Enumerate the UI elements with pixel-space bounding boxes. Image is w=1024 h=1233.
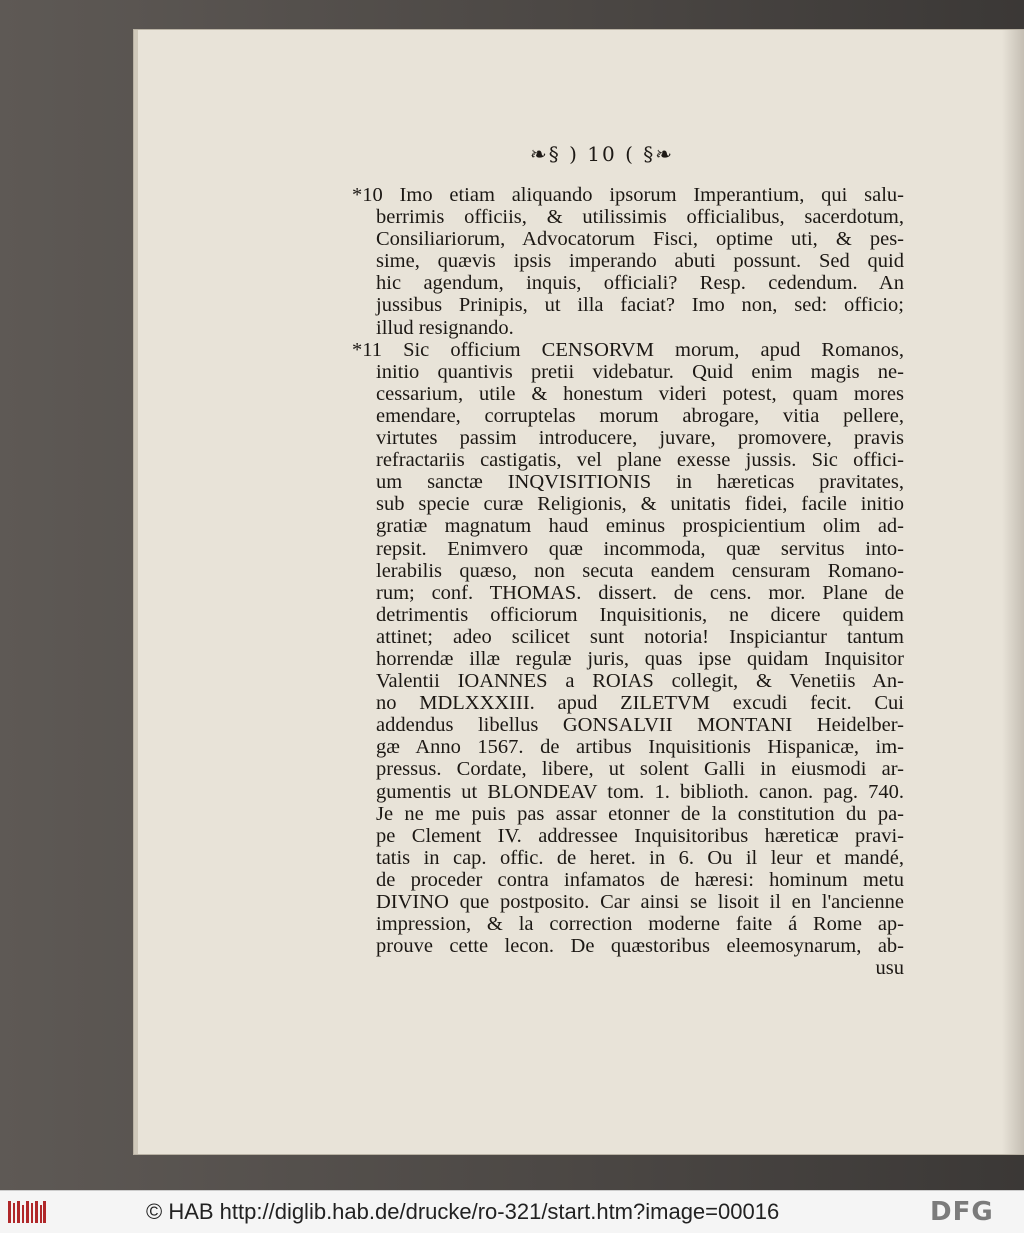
text-line: hic agendum, inquis, officiali? Resp. cedendum. An xyxy=(376,272,904,295)
text-line: prouve cette lecon. De quæstoribus eleemosynarum, ab- xyxy=(376,935,904,958)
text-line: berrimis officiis, & utilissimis officialibus, sacerdotum, xyxy=(376,206,904,229)
text-line: gratiæ magnatum haud eminus prospicientium olim ad- xyxy=(376,515,904,538)
text-line: gumentis ut BLONDEAV tom. 1. biblioth. canon. pag. 740. xyxy=(376,780,904,803)
text-line: lerabilis quæso, non secuta eandem censuram Romano- xyxy=(376,559,904,582)
text-line: tatis in cap. offic. de heret. in 6. Ou il leur et mandé, xyxy=(376,846,904,869)
text-line: refractariis castigatis, vel plane exesse jussis. Sic offici- xyxy=(376,449,904,472)
text-line: Consiliariorum, Advocatorum Fisci, optime uti, & pes- xyxy=(376,228,904,251)
footer-bar xyxy=(0,1190,1024,1233)
text-line: DIVINO que postposito. Car ainsi se lisoit il en l'ancienne xyxy=(376,891,904,913)
page-body-text xyxy=(352,184,904,979)
text-line: no MDLXXXIII. apud ZILETVM excudi fecit. Cui xyxy=(376,692,904,715)
text-line: illud resignando. xyxy=(376,316,514,339)
text-line: *10 Imo etiam aliquando ipsorum Imperantium, qui salu- xyxy=(352,184,904,206)
catchword: usu xyxy=(875,957,904,980)
text-line: impression, & la correction moderne faite á Rome ap- xyxy=(376,913,904,936)
text-line: pressus. Cordate, libere, ut solent Galli in eiusmodi ar- xyxy=(376,758,904,781)
text-line: Valentii IOANNES a ROIAS collegit, & Venetiis An- xyxy=(376,670,904,693)
text-line: de proceder contra infamatos de hæresi: hominum metu xyxy=(376,868,904,891)
text-line: initio quantivis pretii videbatur. Quid enim magis ne- xyxy=(376,360,904,383)
text-line: cessarium, utile & honestum videri potest, quam mores xyxy=(376,382,904,405)
running-head: ❧§ ) 10 ( §❧ xyxy=(530,142,674,166)
text-line: attinet; adeo scilicet sunt notoria! Inspiciantur tantum xyxy=(376,625,904,648)
copyright-url-text: © HAB http://diglib.hab.de/drucke/ro-321/start.htm?image=00016 xyxy=(146,1199,780,1224)
text-line: virtutes passim introducere, juvare, promovere, pravis xyxy=(376,427,904,450)
text-line: repsit. Enimvero quæ incommoda, quæ servitus into- xyxy=(376,537,904,560)
text-line: jussibus Prinipis, ut illa faciat? Imo non, sed: officio; xyxy=(376,294,904,317)
text-line: horrendæ illæ regulæ juris, quas ipse quidam Inquisitor xyxy=(376,647,904,670)
text-line: detrimentis officiorum Inquisitionis, ne dicere quidem xyxy=(376,603,904,626)
text-line: gæ Anno 1567. de artibus Inquisitionis Hispanicæ, im- xyxy=(376,736,904,759)
text-line: emendare, corruptelas morum abrogare, vitia pellere, xyxy=(376,404,904,427)
text-line: addendus libellus GONSALVII MONTANI Heidelber- xyxy=(376,714,904,737)
text-line: *11 Sic officium CENSORVM morum, apud Romanos, xyxy=(352,338,904,361)
text-line: rum; conf. THOMAS. dissert. de cens. mor. Plane de xyxy=(376,581,904,604)
text-line: pe Clement IV. addressee Inquisitoribus hæreticæ pravi- xyxy=(376,824,904,847)
text-line: Je ne me puis pas assar etonner de la constitution du pa- xyxy=(376,802,904,825)
dfg-logo: DFG xyxy=(930,1197,994,1227)
hab-barcode-logo-icon xyxy=(8,1199,46,1225)
page-edge xyxy=(134,30,138,1154)
text-line: um sanctæ INQVISITIONIS in hæreticas pravitates, xyxy=(376,471,904,494)
text-line: sime, quævis ipsis imperando abuti possunt. Sed quid xyxy=(376,250,904,273)
text-line: sub specie curæ Religionis, & unitatis fidei, facile initio xyxy=(376,493,904,516)
gutter-shadow xyxy=(1002,30,1024,1154)
